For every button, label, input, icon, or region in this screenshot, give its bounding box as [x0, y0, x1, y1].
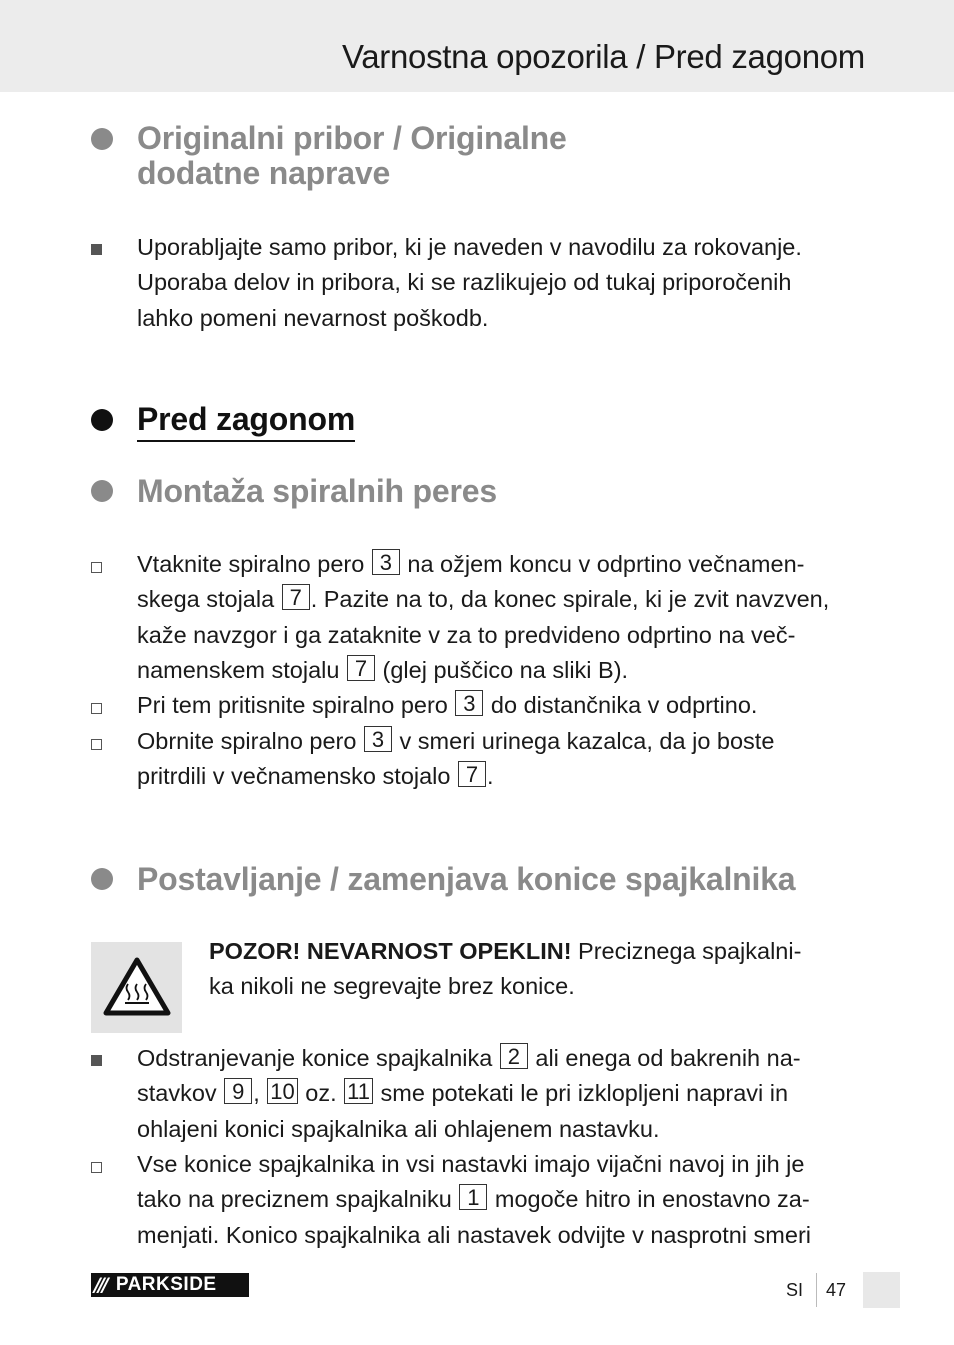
page-header — [0, 0, 954, 92]
text: v smeri urinega kazalca, da jo boste — [392, 728, 775, 754]
text: pritrdili v večnamensko stojalo — [137, 763, 457, 790]
part-ref: 7 — [347, 655, 375, 681]
text: . Pazite na to, da konec spirale, ki je zvit navzven, — [310, 586, 830, 613]
bullet-square-open — [91, 562, 102, 573]
text-line: menjati. Konico spajkalnika ali nastavek odvijte v nasprotni smeri — [137, 1221, 811, 1248]
section-bullet — [91, 128, 113, 150]
bullet-square-open — [91, 739, 102, 750]
footer-divider — [816, 1273, 817, 1307]
step-rotate-spring — [137, 724, 867, 795]
text: (glej puščico na sliki B). — [376, 656, 629, 683]
text: sme potekati le pri izklopljeni napravi in — [374, 1080, 789, 1107]
language-code: SI — [786, 1280, 804, 1300]
text-line: ohlajeni konici spajkalnika ali ohlajenem nastavku. — [137, 1115, 660, 1142]
text: skega stojala — [137, 586, 281, 613]
part-ref: 2 — [500, 1043, 528, 1069]
page-title: Varnostna opozorila / Pred zagonom — [341, 38, 865, 75]
text: Pri tem pritisnite spiralno pero — [137, 692, 455, 718]
bullet-square-open — [91, 703, 102, 714]
text-line: Uporaba delov in pribora, ki se razlikujejo od tukaj priporočenih — [137, 269, 792, 296]
burn-warning-text — [209, 934, 869, 1005]
section-heading-before-start: Pred zagonom — [137, 402, 355, 442]
part-ref: 3 — [364, 726, 392, 752]
text-line — [137, 759, 867, 794]
section-bullet — [91, 409, 113, 431]
part-ref: 9 — [224, 1078, 252, 1104]
text-line: Uporabljajte samo pribor, ki je naveden v navodilu za rokovanje. — [137, 234, 802, 260]
text-line — [209, 934, 869, 969]
heading-line: Originalni pribor / Originalne — [137, 120, 567, 156]
section-heading-accessories — [137, 121, 567, 191]
warning-label: POZOR! NEVARNOST OPEKLIN! — [209, 938, 572, 964]
step-remove-tip — [137, 1041, 867, 1147]
text: oz. — [298, 1080, 344, 1107]
heading-line: dodatne naprave — [137, 155, 391, 191]
part-ref: 1 — [459, 1184, 487, 1210]
part-ref: 10 — [267, 1078, 297, 1104]
section-bullet — [91, 868, 113, 890]
text-line — [137, 1182, 867, 1217]
text-line: kaže navzgor i ga zataknite v za to predvideno odprtino na več- — [137, 621, 796, 648]
text: Obrnite spiralno pero — [137, 728, 363, 754]
text: namenskem stojalu — [137, 656, 346, 683]
page-number: 47 — [826, 1280, 847, 1300]
text: Preciznega spajkalni- — [571, 938, 802, 964]
text-line: ka nikoli ne segrevajte brez konice. — [209, 973, 575, 1000]
text: mogoče hitro in enostavno za- — [488, 1186, 810, 1213]
text: do distančnika v odprtino. — [484, 692, 758, 718]
logo-stripes: /// — [94, 1274, 106, 1296]
text: . — [487, 763, 494, 790]
text-line — [137, 688, 867, 723]
section-heading-tip-replace: Postavljanje / zamenjava konice spajkalnika — [137, 861, 796, 897]
paragraph-accessories — [137, 230, 867, 336]
step-press-spring — [137, 688, 867, 723]
part-ref: 3 — [372, 549, 400, 575]
step-insert-spring — [137, 547, 867, 688]
section-heading-spring-mount: Montaža spiralnih peres — [137, 473, 497, 509]
text-line — [137, 1041, 867, 1076]
text-line — [137, 547, 867, 582]
part-ref: 7 — [458, 761, 486, 787]
bullet-square-filled — [91, 244, 102, 255]
text: na ožjem koncu v odprtino večnamen- — [400, 551, 805, 577]
part-ref: 7 — [282, 584, 310, 610]
text-line — [137, 1076, 867, 1111]
bullet-square-open — [91, 1162, 102, 1173]
page-tab — [863, 1272, 900, 1308]
text-line — [137, 582, 867, 617]
text: ali enega od bakrenih na- — [528, 1045, 801, 1071]
text-line: lahko pomeni nevarnost poškodb. — [137, 304, 489, 331]
warning-icon-box — [91, 942, 182, 1033]
part-ref: 3 — [455, 690, 483, 716]
text: tako na preciznem spajkalniku — [137, 1186, 459, 1213]
part-ref: 11 — [344, 1078, 373, 1104]
text-line — [137, 653, 867, 688]
hot-surface-warning-icon — [101, 954, 173, 1018]
parkside-logo — [91, 1273, 249, 1297]
text-line: Vse konice spajkalnika in vsi nastavki imajo vijačni navoj in jih je — [137, 1151, 805, 1177]
logo-text: PARKSIDE — [115, 1274, 217, 1295]
bullet-square-filled — [91, 1055, 102, 1066]
section-bullet — [91, 480, 113, 502]
text: stavkov — [137, 1080, 224, 1107]
text: Odstranjevanje konice spajkalnika — [137, 1045, 499, 1071]
step-thread-info — [137, 1147, 867, 1253]
text-line — [137, 724, 867, 759]
text: , — [253, 1080, 267, 1107]
text: Vtaknite spiralno pero — [137, 551, 371, 577]
